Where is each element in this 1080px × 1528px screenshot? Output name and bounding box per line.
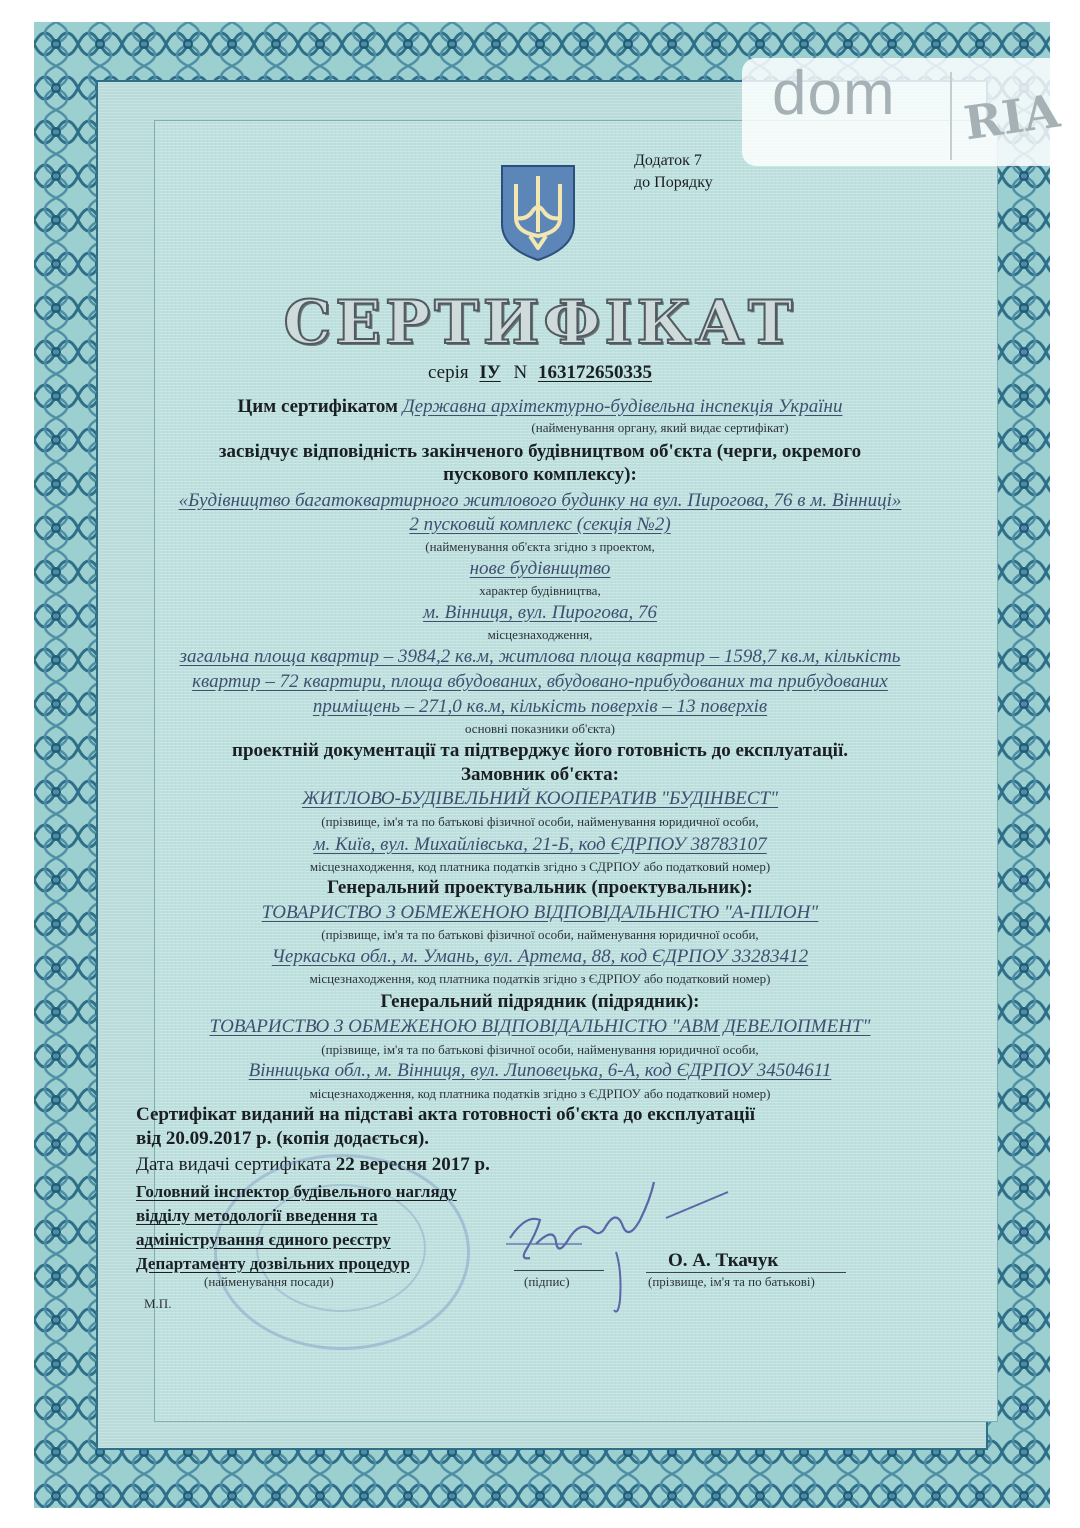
- issue-date-label: Дата видачі сертифіката: [136, 1154, 331, 1175]
- signatory-position: [136, 1180, 457, 1276]
- customer-address: м. Київ, вул. Михайлівська, 21-Б, код ЄДРПОУ 38783107: [313, 834, 767, 855]
- designer-address: Черкаська обл., м. Умань, вул. Артема, 88, код ЄДРПОУ 33283412: [271, 946, 809, 967]
- certificate-number: 163172650335: [537, 362, 652, 383]
- object-name-line-2: 2 пусковий комплекс (секція №2): [409, 514, 671, 535]
- appendix-line-1: Додаток 7: [634, 152, 702, 169]
- contractor-address: Вінницька обл., м. Вінниця, вул. Липовецька, 6-А, код ЄДРПОУ 34504611: [248, 1060, 832, 1081]
- position-line-2: відділу методології введення та: [136, 1206, 378, 1225]
- customer-name-caption: (прізвище, ім'я та по батькові фізичної особи, найменування юридичної особи,: [321, 814, 759, 829]
- contractor-name: ТОВАРИСТВО З ОБМЕЖЕНОЮ ВІДПОВІДАЛЬНІСТЮ "АВМ ДЕВЕЛОПМЕНТ": [209, 1016, 871, 1037]
- construction-type: нове будівництво: [469, 558, 611, 579]
- issuer-line: [0, 396, 1080, 418]
- object-name-line-1: «Будівництво багатоквартирного житлового будинку на вул. Пирогова, 76 в м. Вінниці»: [178, 490, 902, 511]
- object-location: м. Вінниця, вул. Пирогова, 76: [423, 602, 657, 623]
- name-caption: (прізвище, ім'я та по батькові): [648, 1274, 815, 1289]
- designer-name: ТОВАРИСТВО З ОБМЕЖЕНОЮ ВІДПОВІДАЛЬНІСТЮ "А-ПІЛОН": [261, 902, 819, 923]
- name-line: [646, 1272, 846, 1273]
- statement-line-1: засвідчує відповідність закінченого будівництвом об'єкта (черги, окремого: [218, 441, 862, 462]
- customer-name: ЖИТЛОВО-БУДІВЕЛЬНИЙ КООПЕРАТИВ "БУДІНВЕСТ": [301, 788, 779, 809]
- number-label: N: [513, 362, 528, 383]
- statement-line-2: пускового комплексу):: [443, 464, 637, 485]
- indicators-line-3: приміщень – 271,0 кв.м, кількість поверхів – 13 поверхів: [312, 696, 768, 717]
- signatory-name: О. А. Ткачук: [668, 1250, 779, 1271]
- stamp-mark: М.П.: [144, 1296, 172, 1311]
- trident-coat-of-arms-icon: [498, 162, 578, 262]
- customer-heading: Замовник об'єкта:: [461, 764, 619, 785]
- designer-name-caption: (прізвище, ім'я та по батькові фізичної особи, найменування юридичної особи,: [321, 927, 759, 942]
- series-line: [0, 362, 1080, 384]
- series-value: ІУ: [479, 362, 501, 383]
- conformity-statement: проектній документації та підтверджує його готовність до експлуатації.: [232, 740, 848, 761]
- issue-date-value: 22 вересня 2017 р.: [335, 1154, 490, 1175]
- appendix-line-2: до Порядку: [634, 174, 713, 191]
- position-caption: (найменування посади): [204, 1274, 334, 1289]
- basis-line-2: від 20.09.2017 р. (копія додається).: [136, 1128, 430, 1149]
- signature-caption: (підпис): [524, 1274, 570, 1289]
- contractor-heading: Генеральний підрядник (підрядник):: [380, 991, 700, 1012]
- signature-line: [514, 1270, 604, 1271]
- issuer-prefix: Цим сертифікатом: [237, 396, 398, 417]
- construction-caption: характер будівництва,: [479, 583, 601, 598]
- contractor-address-caption: місцезнаходження, код платника податків згідно з ЄДРПОУ або податковий номер): [309, 1086, 771, 1101]
- indicators-caption: основні показники об'єкта): [464, 721, 616, 736]
- position-line-3: адміністрування єдиного реєстру: [136, 1230, 391, 1249]
- designer-heading: Генеральний проектувальник (проектувальник):: [327, 877, 753, 898]
- series-label: серія: [428, 362, 469, 383]
- watermark-ria-text: RIA: [960, 83, 1063, 151]
- object-caption: (найменування об'єкта згідно з проектом,: [425, 539, 655, 554]
- location-caption: місцезнаходження,: [487, 627, 593, 642]
- watermark-dom-text: dom: [772, 59, 896, 128]
- issuer-name: Державна архітектурно-будівельна інспекція України: [402, 396, 843, 417]
- appendix-note: [634, 150, 713, 194]
- issuer-caption: (найменування органу, який видає сертифікат): [531, 420, 789, 435]
- certificate-title: СЕРТИФІКАТ: [283, 288, 797, 358]
- indicators-line-1: загальна площа квартир – 3984,2 кв.м, житлова площа квартир – 1598,7 кв.м, кількість: [179, 646, 901, 667]
- designer-address-caption: місцезнаходження, код платника податків згідно з ЄДРПОУ або податковий номер): [309, 971, 771, 986]
- indicators-line-2: квартир – 72 квартири, площа вбудованих, вбудовано-прибудованих та прибудованих: [192, 671, 888, 692]
- watermark-divider: [950, 72, 952, 160]
- customer-address-caption: місцезнаходження, код платника податків згідно з СДРПОУ або податковий номер): [309, 859, 771, 874]
- handwritten-signature: [496, 1160, 736, 1320]
- contractor-name-caption: (прізвище, ім'я та по батькові фізичної особи, найменування юридичної особи,: [321, 1042, 759, 1057]
- basis-line-1: Сертифікат виданий на підставі акта готовності об'єкта до експлуатації: [136, 1104, 756, 1125]
- position-line-1: Головний інспектор будівельного нагляду: [136, 1182, 457, 1201]
- position-line-4: Департаменту дозвільних процедур: [136, 1254, 410, 1273]
